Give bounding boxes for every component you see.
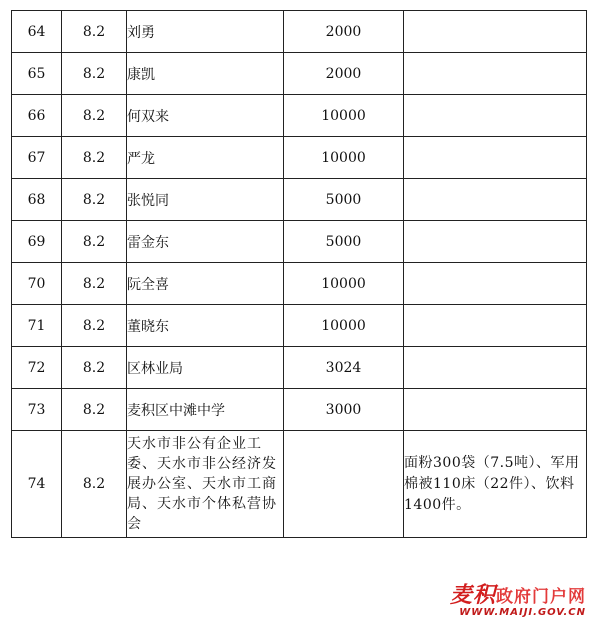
- row-date: 8.2: [62, 179, 127, 221]
- table-row: [12, 263, 587, 305]
- donation-note: [404, 137, 587, 179]
- watermark-url: WWW.MAIJI.GOV.CN: [459, 607, 586, 618]
- table-row: [12, 11, 587, 53]
- row-number: 64: [12, 11, 62, 53]
- table-row: [12, 53, 587, 95]
- donation-amount: 10000: [284, 137, 404, 179]
- donor-name: 董晓东: [127, 305, 284, 347]
- donation-note: [404, 53, 587, 95]
- donation-note: 面粉300袋（7.5吨）、军用棉被110床（22件）、饮料1400件。: [404, 431, 587, 538]
- donations-table: [11, 10, 587, 538]
- donation-note: [404, 11, 587, 53]
- donation-amount: [284, 431, 404, 538]
- donation-note: [404, 179, 587, 221]
- donor-name: 阮全喜: [127, 263, 284, 305]
- row-number: 70: [12, 263, 62, 305]
- donation-amount: 10000: [284, 95, 404, 137]
- row-number: 68: [12, 179, 62, 221]
- donor-name: 麦积区中滩中学: [127, 389, 284, 431]
- donor-name: 张悦同: [127, 179, 284, 221]
- donation-note: [404, 305, 587, 347]
- donor-name: 何双来: [127, 95, 284, 137]
- table-row: [12, 389, 587, 431]
- donation-amount: 5000: [284, 221, 404, 263]
- row-date: 8.2: [62, 53, 127, 95]
- row-date: 8.2: [62, 305, 127, 347]
- donation-amount: 2000: [284, 53, 404, 95]
- row-number: 66: [12, 95, 62, 137]
- donation-amount: 5000: [284, 179, 404, 221]
- row-number: 74: [12, 431, 62, 538]
- row-date: 8.2: [62, 11, 127, 53]
- row-number: 72: [12, 347, 62, 389]
- donor-name: 天水市非公有企业工委、天水市非公经济发展办公室、天水市工商局、天水市个体私营协会: [127, 431, 284, 538]
- donor-name: 区林业局: [127, 347, 284, 389]
- donor-name: 严龙: [127, 137, 284, 179]
- row-date: 8.2: [62, 95, 127, 137]
- donation-amount: 3000: [284, 389, 404, 431]
- donation-amount: 10000: [284, 263, 404, 305]
- watermark-logo-script: 麦积: [449, 582, 496, 608]
- donor-name: 刘勇: [127, 11, 284, 53]
- donation-amount: 3024: [284, 347, 404, 389]
- row-number: 67: [12, 137, 62, 179]
- site-watermark: [450, 578, 586, 618]
- table-row: [12, 137, 587, 179]
- donation-note: [404, 389, 587, 431]
- table-row: [12, 347, 587, 389]
- donation-amount: 2000: [284, 11, 404, 53]
- row-date: 8.2: [62, 347, 127, 389]
- table-row: [12, 305, 587, 347]
- donation-amount: 10000: [284, 305, 404, 347]
- table-row: [12, 95, 587, 137]
- row-date: 8.2: [62, 221, 127, 263]
- watermark-logo-text: 政府门户网: [496, 587, 586, 607]
- table-body: [12, 11, 587, 538]
- table-row: [12, 221, 587, 263]
- donation-note: [404, 347, 587, 389]
- row-number: 69: [12, 221, 62, 263]
- table-row: [12, 431, 587, 538]
- row-date: 8.2: [62, 431, 127, 538]
- donation-note: [404, 95, 587, 137]
- row-date: 8.2: [62, 389, 127, 431]
- row-date: 8.2: [62, 263, 127, 305]
- watermark-logo: [450, 578, 586, 609]
- row-number: 65: [12, 53, 62, 95]
- donation-note: [404, 221, 587, 263]
- row-number: 71: [12, 305, 62, 347]
- row-number: 73: [12, 389, 62, 431]
- donor-name: 康凯: [127, 53, 284, 95]
- table-row: [12, 179, 587, 221]
- donor-name: 雷金东: [127, 221, 284, 263]
- row-date: 8.2: [62, 137, 127, 179]
- donation-note: [404, 263, 587, 305]
